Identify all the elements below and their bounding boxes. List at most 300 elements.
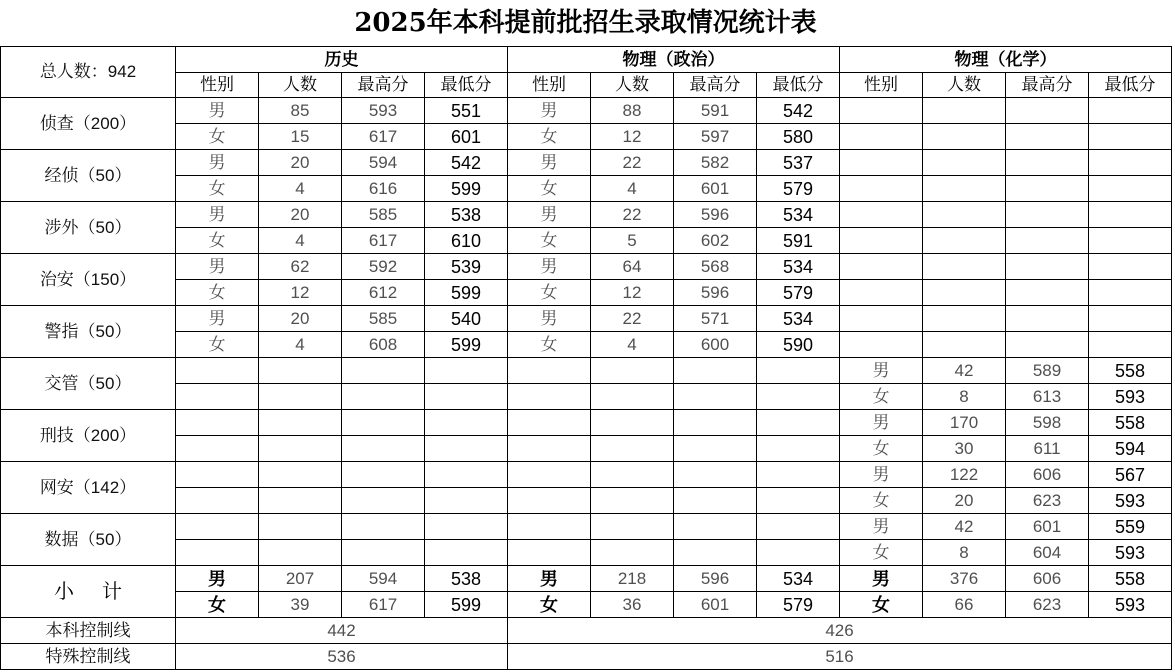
- control-line-history-value: 536: [176, 644, 508, 670]
- group-header-history: 历史: [176, 47, 508, 73]
- physics-politics-gender-cell: 女: [508, 332, 591, 358]
- history-count-cell: 4: [259, 228, 342, 254]
- history-max-score-header: 最高分: [342, 73, 425, 98]
- history-max-score-cell: 585: [342, 306, 425, 332]
- physics-politics-min-score-cell: 534: [757, 254, 840, 280]
- physics-chemistry-max-score-cell: 623: [1006, 592, 1089, 618]
- empty-cell: [508, 384, 591, 410]
- empty-cell: [425, 462, 508, 488]
- physics-chemistry-gender-cell: 女: [840, 592, 923, 618]
- empty-cell: [508, 514, 591, 540]
- empty-cell: [342, 462, 425, 488]
- table-row: [1, 566, 1172, 592]
- physics-chemistry-count-cell: 30: [923, 436, 1006, 462]
- physics-politics-max-score-cell: 601: [674, 592, 757, 618]
- empty-cell: [757, 436, 840, 462]
- empty-cell: [923, 150, 1006, 176]
- empty-cell: [1006, 280, 1089, 306]
- physics-chemistry-count-cell: 42: [923, 358, 1006, 384]
- empty-cell: [591, 488, 674, 514]
- empty-cell: [342, 436, 425, 462]
- history-count-cell: 15: [259, 124, 342, 150]
- empty-cell: [757, 462, 840, 488]
- empty-cell: [840, 150, 923, 176]
- history-gender-cell: 女: [176, 124, 259, 150]
- history-gender-cell: 男: [176, 566, 259, 592]
- group-header-physics-chemistry: 物理（化学）: [840, 47, 1172, 73]
- empty-cell: [425, 540, 508, 566]
- empty-cell: [674, 358, 757, 384]
- physics-politics-count-cell: 22: [591, 306, 674, 332]
- history-count-cell: 4: [259, 176, 342, 202]
- history-min-score-cell: 538: [425, 566, 508, 592]
- empty-cell: [1089, 306, 1172, 332]
- physics-chemistry-count-cell: 8: [923, 384, 1006, 410]
- control-line-label: 特殊控制线: [1, 644, 176, 670]
- table-row: [1, 98, 1172, 124]
- physics-chemistry-max-score-cell: 613: [1006, 384, 1089, 410]
- empty-cell: [1089, 150, 1172, 176]
- empty-cell: [757, 514, 840, 540]
- empty-cell: [674, 436, 757, 462]
- history-max-score-cell: 617: [342, 592, 425, 618]
- history-gender-cell: 女: [176, 332, 259, 358]
- history-count-cell: 85: [259, 98, 342, 124]
- empty-cell: [923, 228, 1006, 254]
- physics-politics-gender-cell: 男: [508, 202, 591, 228]
- history-max-score-cell: 592: [342, 254, 425, 280]
- empty-cell: [259, 384, 342, 410]
- history-min-score-cell: 542: [425, 150, 508, 176]
- table-row: [1, 150, 1172, 176]
- physics-chemistry-min-score-cell: 558: [1089, 410, 1172, 436]
- physics-politics-count-cell: 88: [591, 98, 674, 124]
- empty-cell: [591, 462, 674, 488]
- empty-cell: [591, 436, 674, 462]
- empty-cell: [1089, 228, 1172, 254]
- empty-cell: [923, 254, 1006, 280]
- physics-politics-gender-cell: 男: [508, 254, 591, 280]
- history-max-score-cell: 594: [342, 150, 425, 176]
- empty-cell: [342, 358, 425, 384]
- table-row: [1, 176, 1172, 202]
- history-gender-cell: 女: [176, 280, 259, 306]
- physics-politics-count-cell: 5: [591, 228, 674, 254]
- empty-cell: [508, 488, 591, 514]
- physics-politics-count-cell: 64: [591, 254, 674, 280]
- physics-chemistry-min-score-cell: 593: [1089, 488, 1172, 514]
- physics-politics-max-score-cell: 591: [674, 98, 757, 124]
- empty-cell: [176, 540, 259, 566]
- physics-politics-count-cell: 4: [591, 332, 674, 358]
- physics-chemistry-count-cell: 170: [923, 410, 1006, 436]
- physics-politics-min-score-cell: 537: [757, 150, 840, 176]
- history-gender-header: 性别: [176, 73, 259, 98]
- history-count-cell: 62: [259, 254, 342, 280]
- physics-politics-gender-cell: 男: [508, 566, 591, 592]
- empty-cell: [591, 540, 674, 566]
- column-header-row: [1, 73, 1172, 98]
- history-min-score-cell: 551: [425, 98, 508, 124]
- table-row: [1, 228, 1172, 254]
- physics-politics-max-score-cell: 568: [674, 254, 757, 280]
- control-line-physics-value: 426: [508, 618, 1172, 644]
- empty-cell: [176, 436, 259, 462]
- control-line-history-value: 442: [176, 618, 508, 644]
- history-max-score-cell: 617: [342, 124, 425, 150]
- empty-cell: [591, 384, 674, 410]
- history-min-score-cell: 599: [425, 332, 508, 358]
- table-row: [1, 306, 1172, 332]
- history-min-score-cell: 599: [425, 176, 508, 202]
- physics-politics-max-score-header: 最高分: [674, 73, 757, 98]
- table-row: [1, 592, 1172, 618]
- empty-cell: [425, 488, 508, 514]
- empty-cell: [840, 98, 923, 124]
- empty-cell: [1006, 332, 1089, 358]
- empty-cell: [425, 384, 508, 410]
- physics-politics-gender-cell: 男: [508, 306, 591, 332]
- history-max-score-cell: 608: [342, 332, 425, 358]
- history-min-score-cell: 599: [425, 592, 508, 618]
- empty-cell: [1089, 332, 1172, 358]
- history-count-cell: 39: [259, 592, 342, 618]
- empty-cell: [176, 410, 259, 436]
- major-label: 经侦（50）: [1, 150, 176, 202]
- empty-cell: [176, 488, 259, 514]
- empty-cell: [591, 514, 674, 540]
- empty-cell: [259, 488, 342, 514]
- table-row: [1, 280, 1172, 306]
- empty-cell: [923, 176, 1006, 202]
- major-label: 涉外（50）: [1, 202, 176, 254]
- empty-cell: [757, 540, 840, 566]
- empty-cell: [342, 410, 425, 436]
- physics-politics-gender-cell: 男: [508, 98, 591, 124]
- physics-politics-gender-cell: 女: [508, 176, 591, 202]
- history-count-cell: 207: [259, 566, 342, 592]
- major-label: 刑技（200）: [1, 410, 176, 462]
- empty-cell: [259, 410, 342, 436]
- history-max-score-cell: 585: [342, 202, 425, 228]
- major-label: 警指（50）: [1, 306, 176, 358]
- empty-cell: [259, 540, 342, 566]
- physics-politics-min-score-header: 最低分: [757, 73, 840, 98]
- physics-politics-count-cell: 22: [591, 150, 674, 176]
- physics-politics-gender-cell: 男: [508, 150, 591, 176]
- physics-chemistry-min-score-cell: 558: [1089, 358, 1172, 384]
- table-row: [1, 384, 1172, 410]
- empty-cell: [1006, 176, 1089, 202]
- empty-cell: [923, 332, 1006, 358]
- physics-politics-max-score-cell: 602: [674, 228, 757, 254]
- empty-cell: [425, 436, 508, 462]
- physics-chemistry-gender-cell: 女: [840, 540, 923, 566]
- control-line-label: 本科控制线: [1, 618, 176, 644]
- physics-chemistry-min-score-cell: 593: [1089, 540, 1172, 566]
- physics-chemistry-max-score-cell: 606: [1006, 566, 1089, 592]
- table-row: [1, 462, 1172, 488]
- control-line-row: [1, 644, 1172, 670]
- empty-cell: [923, 280, 1006, 306]
- major-label: 治安（150）: [1, 254, 176, 306]
- table-row: [1, 540, 1172, 566]
- physics-chemistry-count-cell: 122: [923, 462, 1006, 488]
- history-gender-cell: 女: [176, 592, 259, 618]
- physics-politics-max-score-cell: 597: [674, 124, 757, 150]
- history-min-score-cell: 599: [425, 280, 508, 306]
- empty-cell: [1006, 202, 1089, 228]
- empty-cell: [923, 202, 1006, 228]
- physics-chemistry-min-score-cell: 567: [1089, 462, 1172, 488]
- empty-cell: [342, 488, 425, 514]
- physics-chemistry-min-score-cell: 593: [1089, 592, 1172, 618]
- empty-cell: [508, 358, 591, 384]
- table-row: [1, 514, 1172, 540]
- empty-cell: [674, 488, 757, 514]
- empty-cell: [1006, 306, 1089, 332]
- history-gender-cell: 男: [176, 98, 259, 124]
- table-row: [1, 488, 1172, 514]
- physics-politics-max-score-cell: 596: [674, 202, 757, 228]
- empty-cell: [176, 514, 259, 540]
- physics-politics-count-cell: 22: [591, 202, 674, 228]
- physics-chemistry-max-score-cell: 611: [1006, 436, 1089, 462]
- history-gender-cell: 男: [176, 202, 259, 228]
- empty-cell: [757, 410, 840, 436]
- physics-chemistry-max-score-header: 最高分: [1006, 73, 1089, 98]
- empty-cell: [1089, 124, 1172, 150]
- empty-cell: [757, 358, 840, 384]
- physics-chemistry-gender-cell: 男: [840, 566, 923, 592]
- empty-cell: [1006, 124, 1089, 150]
- empty-cell: [176, 384, 259, 410]
- physics-politics-min-score-cell: 579: [757, 280, 840, 306]
- physics-politics-max-score-cell: 600: [674, 332, 757, 358]
- physics-politics-max-score-cell: 596: [674, 280, 757, 306]
- empty-cell: [591, 358, 674, 384]
- empty-cell: [508, 462, 591, 488]
- physics-politics-min-score-cell: 534: [757, 202, 840, 228]
- physics-politics-gender-cell: 女: [508, 592, 591, 618]
- physics-politics-count-cell: 12: [591, 280, 674, 306]
- physics-politics-max-score-cell: 582: [674, 150, 757, 176]
- history-max-score-cell: 612: [342, 280, 425, 306]
- physics-chemistry-min-score-cell: 559: [1089, 514, 1172, 540]
- physics-politics-count-cell: 218: [591, 566, 674, 592]
- major-label: 交管（50）: [1, 358, 176, 410]
- empty-cell: [1089, 202, 1172, 228]
- physics-chemistry-max-score-cell: 604: [1006, 540, 1089, 566]
- admission-statistics-table: [0, 46, 1172, 670]
- empty-cell: [259, 514, 342, 540]
- empty-cell: [342, 540, 425, 566]
- history-gender-cell: 男: [176, 254, 259, 280]
- physics-politics-min-score-cell: 534: [757, 566, 840, 592]
- physics-chemistry-max-score-cell: 601: [1006, 514, 1089, 540]
- empty-cell: [1006, 150, 1089, 176]
- physics-politics-min-score-cell: 534: [757, 306, 840, 332]
- empty-cell: [259, 436, 342, 462]
- physics-politics-gender-cell: 女: [508, 124, 591, 150]
- history-gender-cell: 女: [176, 176, 259, 202]
- empty-cell: [1089, 280, 1172, 306]
- physics-chemistry-count-cell: 8: [923, 540, 1006, 566]
- table-row: [1, 332, 1172, 358]
- table-row: [1, 202, 1172, 228]
- history-min-score-cell: 610: [425, 228, 508, 254]
- empty-cell: [840, 124, 923, 150]
- history-min-score-cell: 538: [425, 202, 508, 228]
- physics-politics-gender-header: 性别: [508, 73, 591, 98]
- major-label: 侦查（200）: [1, 98, 176, 150]
- table-row: [1, 358, 1172, 384]
- history-max-score-cell: 593: [342, 98, 425, 124]
- physics-chemistry-count-cell: 42: [923, 514, 1006, 540]
- empty-cell: [923, 124, 1006, 150]
- history-count-cell: 20: [259, 306, 342, 332]
- empty-cell: [1006, 254, 1089, 280]
- empty-cell: [342, 384, 425, 410]
- empty-cell: [1089, 176, 1172, 202]
- empty-cell: [840, 306, 923, 332]
- group-header-row: [1, 47, 1172, 73]
- empty-cell: [674, 410, 757, 436]
- physics-politics-count-header: 人数: [591, 73, 674, 98]
- physics-chemistry-min-score-cell: 593: [1089, 384, 1172, 410]
- empty-cell: [674, 384, 757, 410]
- major-label: 网安（142）: [1, 462, 176, 514]
- physics-politics-min-score-cell: 591: [757, 228, 840, 254]
- physics-politics-count-cell: 4: [591, 176, 674, 202]
- history-count-header: 人数: [259, 73, 342, 98]
- physics-chemistry-gender-cell: 男: [840, 514, 923, 540]
- empty-cell: [840, 202, 923, 228]
- control-line-row: [1, 618, 1172, 644]
- empty-cell: [757, 488, 840, 514]
- empty-cell: [674, 540, 757, 566]
- physics-politics-min-score-cell: 579: [757, 176, 840, 202]
- page-title: 2025年本科提前批招生录取情况统计表: [354, 8, 817, 38]
- history-gender-cell: 男: [176, 306, 259, 332]
- empty-cell: [1006, 98, 1089, 124]
- empty-cell: [840, 280, 923, 306]
- history-max-score-cell: 616: [342, 176, 425, 202]
- empty-cell: [259, 462, 342, 488]
- group-header-physics-politics: 物理（政治）: [508, 47, 840, 73]
- empty-cell: [840, 332, 923, 358]
- table-header: [1, 47, 1172, 98]
- history-count-cell: 4: [259, 332, 342, 358]
- physics-politics-max-score-cell: 571: [674, 306, 757, 332]
- table-row: [1, 436, 1172, 462]
- table-body: [1, 98, 1172, 670]
- history-gender-cell: 女: [176, 228, 259, 254]
- table-row: [1, 254, 1172, 280]
- history-min-score-cell: 540: [425, 306, 508, 332]
- empty-cell: [757, 384, 840, 410]
- physics-chemistry-gender-cell: 男: [840, 462, 923, 488]
- physics-chemistry-gender-cell: 女: [840, 436, 923, 462]
- physics-chemistry-max-score-cell: 598: [1006, 410, 1089, 436]
- table-row: [1, 410, 1172, 436]
- empty-cell: [840, 254, 923, 280]
- physics-chemistry-min-score-cell: 558: [1089, 566, 1172, 592]
- empty-cell: [840, 228, 923, 254]
- physics-chemistry-max-score-cell: 606: [1006, 462, 1089, 488]
- history-count-cell: 20: [259, 202, 342, 228]
- physics-chemistry-max-score-cell: 623: [1006, 488, 1089, 514]
- empty-cell: [1089, 254, 1172, 280]
- history-max-score-cell: 594: [342, 566, 425, 592]
- empty-cell: [425, 410, 508, 436]
- total-count-header: 总人数：942: [1, 47, 176, 98]
- physics-chemistry-max-score-cell: 589: [1006, 358, 1089, 384]
- history-count-cell: 20: [259, 150, 342, 176]
- physics-chemistry-min-score-header: 最低分: [1089, 73, 1172, 98]
- physics-politics-gender-cell: 女: [508, 228, 591, 254]
- physics-chemistry-count-cell: 20: [923, 488, 1006, 514]
- empty-cell: [840, 176, 923, 202]
- physics-politics-max-score-cell: 596: [674, 566, 757, 592]
- empty-cell: [508, 410, 591, 436]
- physics-politics-gender-cell: 女: [508, 280, 591, 306]
- history-min-score-header: 最低分: [425, 73, 508, 98]
- physics-politics-min-score-cell: 590: [757, 332, 840, 358]
- empty-cell: [1089, 98, 1172, 124]
- physics-chemistry-count-header: 人数: [923, 73, 1006, 98]
- physics-chemistry-gender-header: 性别: [840, 73, 923, 98]
- empty-cell: [674, 514, 757, 540]
- table-row: [1, 124, 1172, 150]
- physics-politics-max-score-cell: 601: [674, 176, 757, 202]
- empty-cell: [508, 540, 591, 566]
- physics-chemistry-gender-cell: 男: [840, 410, 923, 436]
- physics-politics-count-cell: 12: [591, 124, 674, 150]
- physics-chemistry-gender-cell: 女: [840, 384, 923, 410]
- empty-cell: [508, 436, 591, 462]
- physics-chemistry-gender-cell: 男: [840, 358, 923, 384]
- empty-cell: [674, 462, 757, 488]
- physics-chemistry-gender-cell: 女: [840, 488, 923, 514]
- empty-cell: [176, 358, 259, 384]
- control-line-physics-value: 516: [508, 644, 1172, 670]
- empty-cell: [259, 358, 342, 384]
- physics-chemistry-min-score-cell: 594: [1089, 436, 1172, 462]
- empty-cell: [342, 514, 425, 540]
- empty-cell: [591, 410, 674, 436]
- subtotal-label: 小 计: [1, 566, 176, 618]
- empty-cell: [1006, 228, 1089, 254]
- physics-chemistry-count-cell: 376: [923, 566, 1006, 592]
- empty-cell: [176, 462, 259, 488]
- major-label: 数据（50）: [1, 514, 176, 566]
- empty-cell: [923, 98, 1006, 124]
- physics-chemistry-count-cell: 66: [923, 592, 1006, 618]
- history-min-score-cell: 539: [425, 254, 508, 280]
- history-min-score-cell: 601: [425, 124, 508, 150]
- empty-cell: [923, 306, 1006, 332]
- physics-politics-count-cell: 36: [591, 592, 674, 618]
- history-count-cell: 12: [259, 280, 342, 306]
- history-max-score-cell: 617: [342, 228, 425, 254]
- physics-politics-min-score-cell: 580: [757, 124, 840, 150]
- empty-cell: [425, 514, 508, 540]
- physics-politics-min-score-cell: 542: [757, 98, 840, 124]
- empty-cell: [425, 358, 508, 384]
- history-gender-cell: 男: [176, 150, 259, 176]
- physics-politics-min-score-cell: 579: [757, 592, 840, 618]
